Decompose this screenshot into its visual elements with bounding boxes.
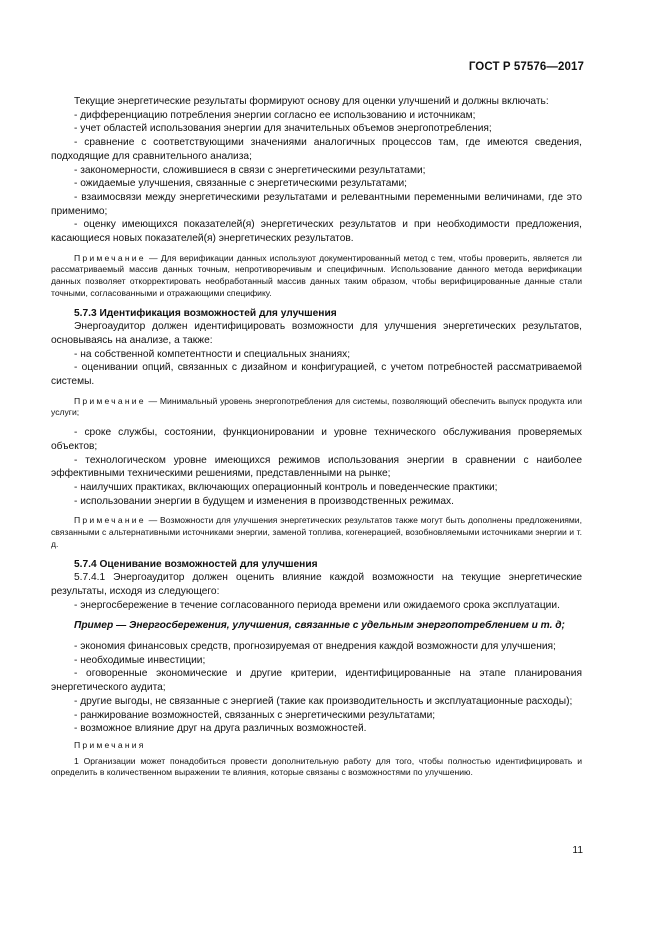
list-item: - возможное влияние друг на друга различных возможностей.	[74, 723, 367, 735]
section-heading: 5.7.3 Идентификация возможностей для улучшения	[74, 307, 337, 319]
list-item: - другие выгоды, не связанные с энергией (такие как производительность и эксплуатационные расходы);	[74, 695, 573, 707]
list-item: - экономия финансовых средств, прогнозируемая от внедрения каждой возможности для улучшения;	[74, 641, 556, 653]
section-heading: 5.7.4 Оценивание возможностей для улучшения	[74, 558, 318, 570]
list-item: - взаимосвязи между энергетическими результатами и релевантными переменными величинами, где это применимо;	[51, 191, 582, 217]
note-text: — Минимальный уровень энергопотребления для системы, позволяющий обеспечить выпуск продукта или услуги;	[51, 395, 582, 418]
standard-header: ГОСТ Р 57576—2017	[468, 61, 584, 73]
list-item: - энергосбережение в течение согласованного периода времени или ожидаемого срока эксплуатации.	[74, 599, 560, 611]
list-item: - наилучших практиках, включающих операционный контроль и поведенческие практики;	[74, 481, 498, 493]
list-item: - на собственной компетентности и специальных знаниях;	[74, 348, 351, 360]
note-label: Примечание	[74, 515, 146, 526]
note	[51, 253, 582, 300]
list-item: - использовании энергии в будущем и изменения в производственных режимах.	[74, 495, 454, 507]
list-item: - оценку имеющихся показателей(я) энергетических результатов и при необходимости предложения, касающиеся новых показателей(я) энергетических результатов.	[51, 219, 582, 245]
section-paragraph: 5.7.4.1 Энергоаудитор должен оценить влияние каждой возможности на текущие энергетические результаты, исходя из следующего:	[51, 572, 582, 597]
notes-label: Примечания	[74, 739, 146, 750]
list-item: - сравнение с соответствующими значениями аналогичных процессов там, где имеются сведения, подходящие для сравнительного анализа;	[51, 137, 582, 162]
intro-paragraph: Текущие энергетические результаты формируют основу для оценки улучшений и должны включать:	[74, 96, 549, 107]
list-item: - оговоренные экономические и другие критерии, идентифицированные на этапе планирования энергетического аудита;	[51, 668, 582, 694]
note-text: — Для верификации данных используют документированный метод с тем, чтобы проверить, является ли рассматриваемый массив данных точным, непротиворечивым и специфичным. Использование данного метода верификации данных позволяет откорректировать необработанный массив данных таким образом, чтобы верифицированные данные стали точными, согласованными и отражающими специфику.	[51, 252, 582, 298]
list-item: - учет областей использования энергии для значительных объемов энергопотребления;	[74, 123, 492, 135]
list-item: - дифференциацию потребления энергии согласно ее использованию и источникам;	[74, 109, 476, 121]
note: 1 Организации может понадобиться провести дополнительную работу для того, чтобы полностью идентифицировать и определить в количественном выражении те влияния, которые связаны с возможностями по улучшению.	[51, 755, 582, 778]
section-paragraph: Энергоаудитор должен идентифицировать возможности для улучшения энергетических результатов, основываясь на анализе, а также:	[51, 321, 582, 346]
list-item: - необходимые инвестиции;	[74, 654, 206, 666]
note-label: Примечание	[74, 252, 146, 263]
note-label: Примечание	[74, 395, 146, 406]
list-item: - оценивании опций, связанных с дизайном и конфигурацией, с учетом потребностей рассматриваемой системы.	[51, 362, 582, 388]
note	[51, 396, 582, 419]
page-number: 11	[572, 845, 583, 856]
document-body	[51, 95, 582, 779]
list-item: - сроке службы, состоянии, функционировании и уровне технического обслуживания проверяемых объектов;	[51, 427, 582, 452]
note-text: — Возможности для улучшения энергетических результатов также могут быть дополнены предложениями, связанными с альтернативными источниками энергии, заменой топлива, когенерацией, возобновляемыми источниками энергии и т. д.	[51, 515, 582, 549]
list-item: - технологическом уровне имеющихся режимов использования энергии в сравнении с наиболее эффективными техническими решениями, представленными на рынке;	[51, 454, 582, 480]
list-item: - закономерности, сложившиеся в связи с энергетическими результатами;	[74, 164, 426, 176]
note	[51, 515, 582, 550]
list-item: - ранжирование возможностей, связанных с энергетическими результатами;	[74, 709, 436, 721]
list-item: - ожидаемые улучшения, связанные с энергетическими результатами;	[74, 178, 407, 190]
example-line: Пример — Энергосбережения, улучшения, связанные с удельным энергопотреблением и т. д;	[74, 620, 565, 632]
